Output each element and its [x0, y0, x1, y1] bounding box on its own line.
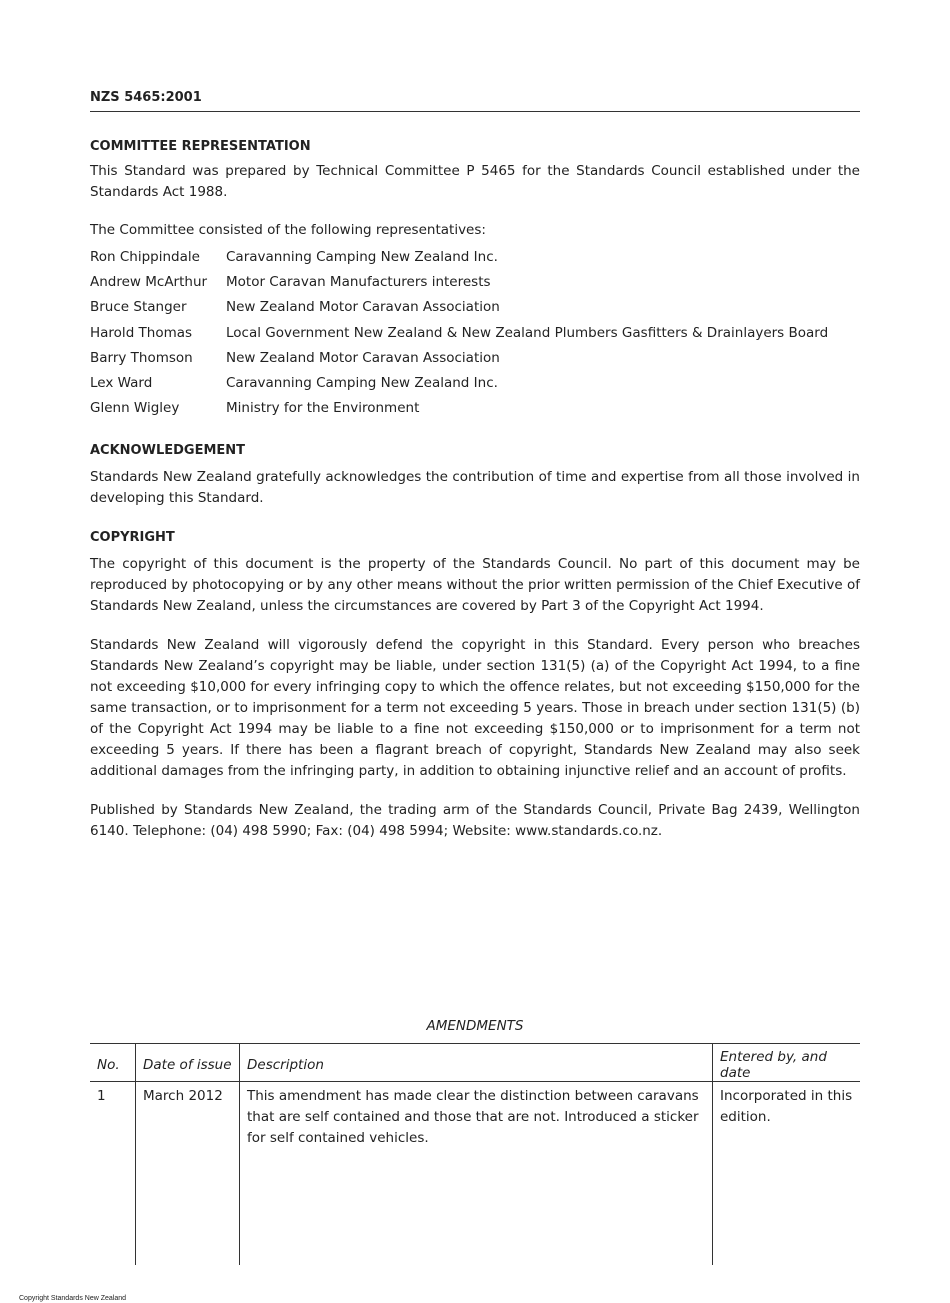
representative-row [90, 371, 828, 396]
representative-name: Lex Ward [90, 375, 153, 392]
committee-heading: COMMITTEE REPRESENTATION [90, 139, 311, 154]
representative-name: Bruce Stanger [90, 299, 187, 316]
column-header-date: Date of issue [136, 1044, 240, 1082]
document-id-header: NZS 5465:2001 [90, 90, 860, 112]
copyright-enforcement-paragraph: Standards New Zealand will vigorously defend the copyright in this Standard. Every person who breaches Standards New Zealand’s copyright may be liable, under section 131(5) (a) of the Copyright Act 1994, to a fine not exceeding $10,000 for every infringing copy to which the offence relates, but not exceeding $150,000 for the same transaction, or to imprisonment for a term not exceeding 5 years. Those in breach under section 131(5) (b) of the Copyright Act 1994 may be liable to a fine not exceeding $150,000 or to imprisonment for a term not exceeding 5 years. If there has been a flagrant breach of copyright, Standards New Zealand may also seek additional damages from the infringing party, in addition to obtaining injunctive relief and an account of profits. [90, 637, 860, 780]
representative-organisation: Caravanning Camping New Zealand Inc. [226, 249, 498, 265]
representative-organisation: Caravanning Camping New Zealand Inc. [226, 375, 498, 392]
representative-row [90, 396, 828, 421]
representatives-intro: The Committee consisted of the following representatives: [90, 222, 486, 238]
acknowledgement-heading: ACKNOWLEDGEMENT [90, 443, 246, 459]
amendment-entered-by: Incorporated in this edition. [713, 1082, 861, 1266]
representative-row [90, 346, 828, 371]
representative-row [90, 321, 828, 346]
column-header-entered-by: Entered by, and date [713, 1044, 861, 1082]
representative-row [90, 295, 828, 320]
representative-name: Barry Thomson [90, 349, 193, 366]
acknowledgement-section [90, 442, 860, 509]
representative-organisation: New Zealand Motor Caravan Association [226, 349, 500, 366]
column-header-no: No. [90, 1044, 136, 1082]
committee-intro: This Standard was prepared by Technical Committee P 5465 for the Standards Council established under the Standards Act 1988. [90, 163, 860, 200]
representative-name: Andrew McArthur [90, 274, 208, 291]
amendment-date: March 2012 [136, 1082, 240, 1266]
representative-row [90, 270, 828, 295]
representative-row [90, 245, 828, 270]
amendments-title: AMENDMENTS [426, 1018, 524, 1034]
copyright-section [90, 529, 860, 842]
representative-name: Ron Chippindale [90, 249, 200, 265]
copyright-paragraph: The copyright of this document is the property of the Standards Council. No part of this document may be reproduced by photocopying or by any other means without the prior written permission of the Chief Executive of Standards New Zealand, unless the circumstances are covered by Part 3 of the Copyright Act 1994. [90, 556, 860, 615]
document-page [90, 90, 860, 842]
amendments-section [90, 1017, 860, 1265]
column-header-description: Description [240, 1044, 713, 1082]
representative-organisation: Motor Caravan Manufacturers interests [226, 274, 491, 291]
amendment-number: 1 [97, 1088, 106, 1104]
acknowledgement-text: Standards New Zealand gratefully acknowledges the contribution of time and expertise from all those involved in developing this Standard. [90, 469, 860, 507]
copyright-heading: COPYRIGHT [90, 530, 175, 546]
footer-copyright-notice: Copyright Standards New Zealand [19, 1295, 127, 1302]
representative-organisation: Local Government New Zealand & New Zealand Plumbers Gasfitters & Drainlayers Board [226, 324, 829, 341]
representative-name: Harold Thomas [90, 324, 193, 341]
amendments-header-row [90, 1044, 860, 1082]
representatives-table [90, 245, 828, 421]
committee-section [90, 138, 860, 421]
amendment-description: This amendment has made clear the distinction between caravans that are self contained and those that are not. Introduced a sticker for self contained vehicles. [240, 1082, 713, 1266]
amendments-table [90, 1043, 860, 1265]
representative-organisation: Ministry for the Environment [226, 400, 420, 417]
representative-organisation: New Zealand Motor Caravan Association [226, 299, 500, 316]
representative-name: Glenn Wigley [90, 400, 180, 417]
table-row [90, 1082, 860, 1266]
publisher-contact-paragraph: Published by Standards New Zealand, the trading arm of the Standards Council, Private Bag 2439, Wellington 6140. Telephone: (04) 498 5990; Fax: (04) 498 5994; Website: www.standards.co.nz. [90, 802, 860, 840]
